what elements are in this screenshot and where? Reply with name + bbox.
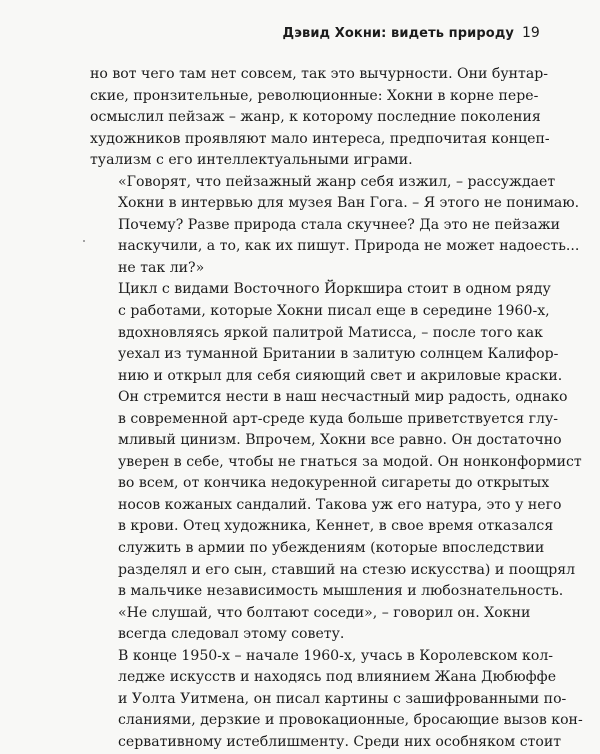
body-text xyxy=(90,64,583,754)
text-line: сланиями, дерзкие и провокационные, бросающие вызов кон- xyxy=(118,712,583,729)
text-line: не так ли?» xyxy=(118,259,205,276)
page-number: 19 xyxy=(522,25,540,41)
text-line: нию и открыл для себя сияющий свет и акриловые краски. xyxy=(118,367,563,384)
text-line: мливый цинизм. Впрочем, Хокни все равно. Он достаточно xyxy=(118,432,562,449)
text-line: ледже искусств и находясь под влиянием Жана Дюбюффе xyxy=(118,669,557,686)
text-line: В конце 1950-х – начале 1960-х, учась в Королевском кол- xyxy=(118,647,554,664)
paragraph-2 xyxy=(90,172,580,280)
text-line: в крови. Отец художника, Кеннет, в свое время отказался xyxy=(118,518,554,535)
text-line: всегда следовал этому совету. xyxy=(118,626,345,643)
text-line: в современной арт-среде куда больше приветствуется глу- xyxy=(118,410,559,427)
text-line: «Не слушай, что болтают соседи», – говорил он. Хокни xyxy=(118,604,531,621)
text-line: сервативному истеблишменту. Среди них особняком стоит xyxy=(118,733,562,750)
text-line: уверен в себе, чтобы не гнаться за модой. Он нонконформист xyxy=(118,453,582,470)
running-header: Дэвид Хокни: видеть природу xyxy=(282,26,514,41)
text-line: наскучили, а то, как их пишут. Природа не может надоесть... xyxy=(118,238,580,255)
text-line: Он стремится нести в наш несчастный мир радость, однако xyxy=(118,389,568,406)
text-line: Почему? Разве природа стала скучнее? Да это не пейзажи xyxy=(118,216,561,233)
text-line: Цикл с видами Восточного Йоркшира стоит в одном ряду xyxy=(118,281,551,298)
text-line: с работами, которые Хокни писал еще в середине 1960-х, xyxy=(118,303,550,320)
text-line: носов кожаных сандалий. Такова уж его натура, это у него xyxy=(118,496,562,513)
paragraph-4 xyxy=(90,646,583,754)
text-line: осмыслил пейзаж – жанр, к которому последние поколения xyxy=(90,109,541,126)
text-line: ские, пронзительные, революционные: Хокни в корне пере- xyxy=(90,87,539,104)
text-line: «Говорят, что пейзажный жанр себя изжил, – рассуждает xyxy=(118,173,556,190)
paragraph-1 xyxy=(90,64,550,172)
text-line: служить в армии по убеждениям (которые впоследствии xyxy=(118,540,545,557)
text-line: и Уолта Уитмена, он писал картины с зашифрованными по- xyxy=(118,690,567,707)
text-line: в мальчике независимость мышления и любознательность. xyxy=(118,583,564,600)
text-line: вдохновляясь яркой палитрой Матисса, – после того как xyxy=(118,324,543,341)
text-line: разделял и его сын, ставший на стезю искусства) и поощрял xyxy=(118,561,576,578)
text-line: уехал из туманной Британии в залитую солнцем Калифор- xyxy=(118,346,559,363)
text-line: художников проявляют мало интереса, предпочитая концеп- xyxy=(90,130,550,147)
margin-mark xyxy=(83,240,85,242)
text-line: во всем, от кончика недокуренной сигареты до открытых xyxy=(118,475,550,492)
text-line: туализм с его интеллектуальными играми. xyxy=(90,152,413,169)
text-line: но вот чего там нет совсем, так это вычурности. Они бунтар- xyxy=(90,66,549,82)
paragraph-3 xyxy=(90,279,582,645)
text-line: Хокни в интервью для музея Ван Гога. – Я этого не понимаю. xyxy=(118,195,580,212)
